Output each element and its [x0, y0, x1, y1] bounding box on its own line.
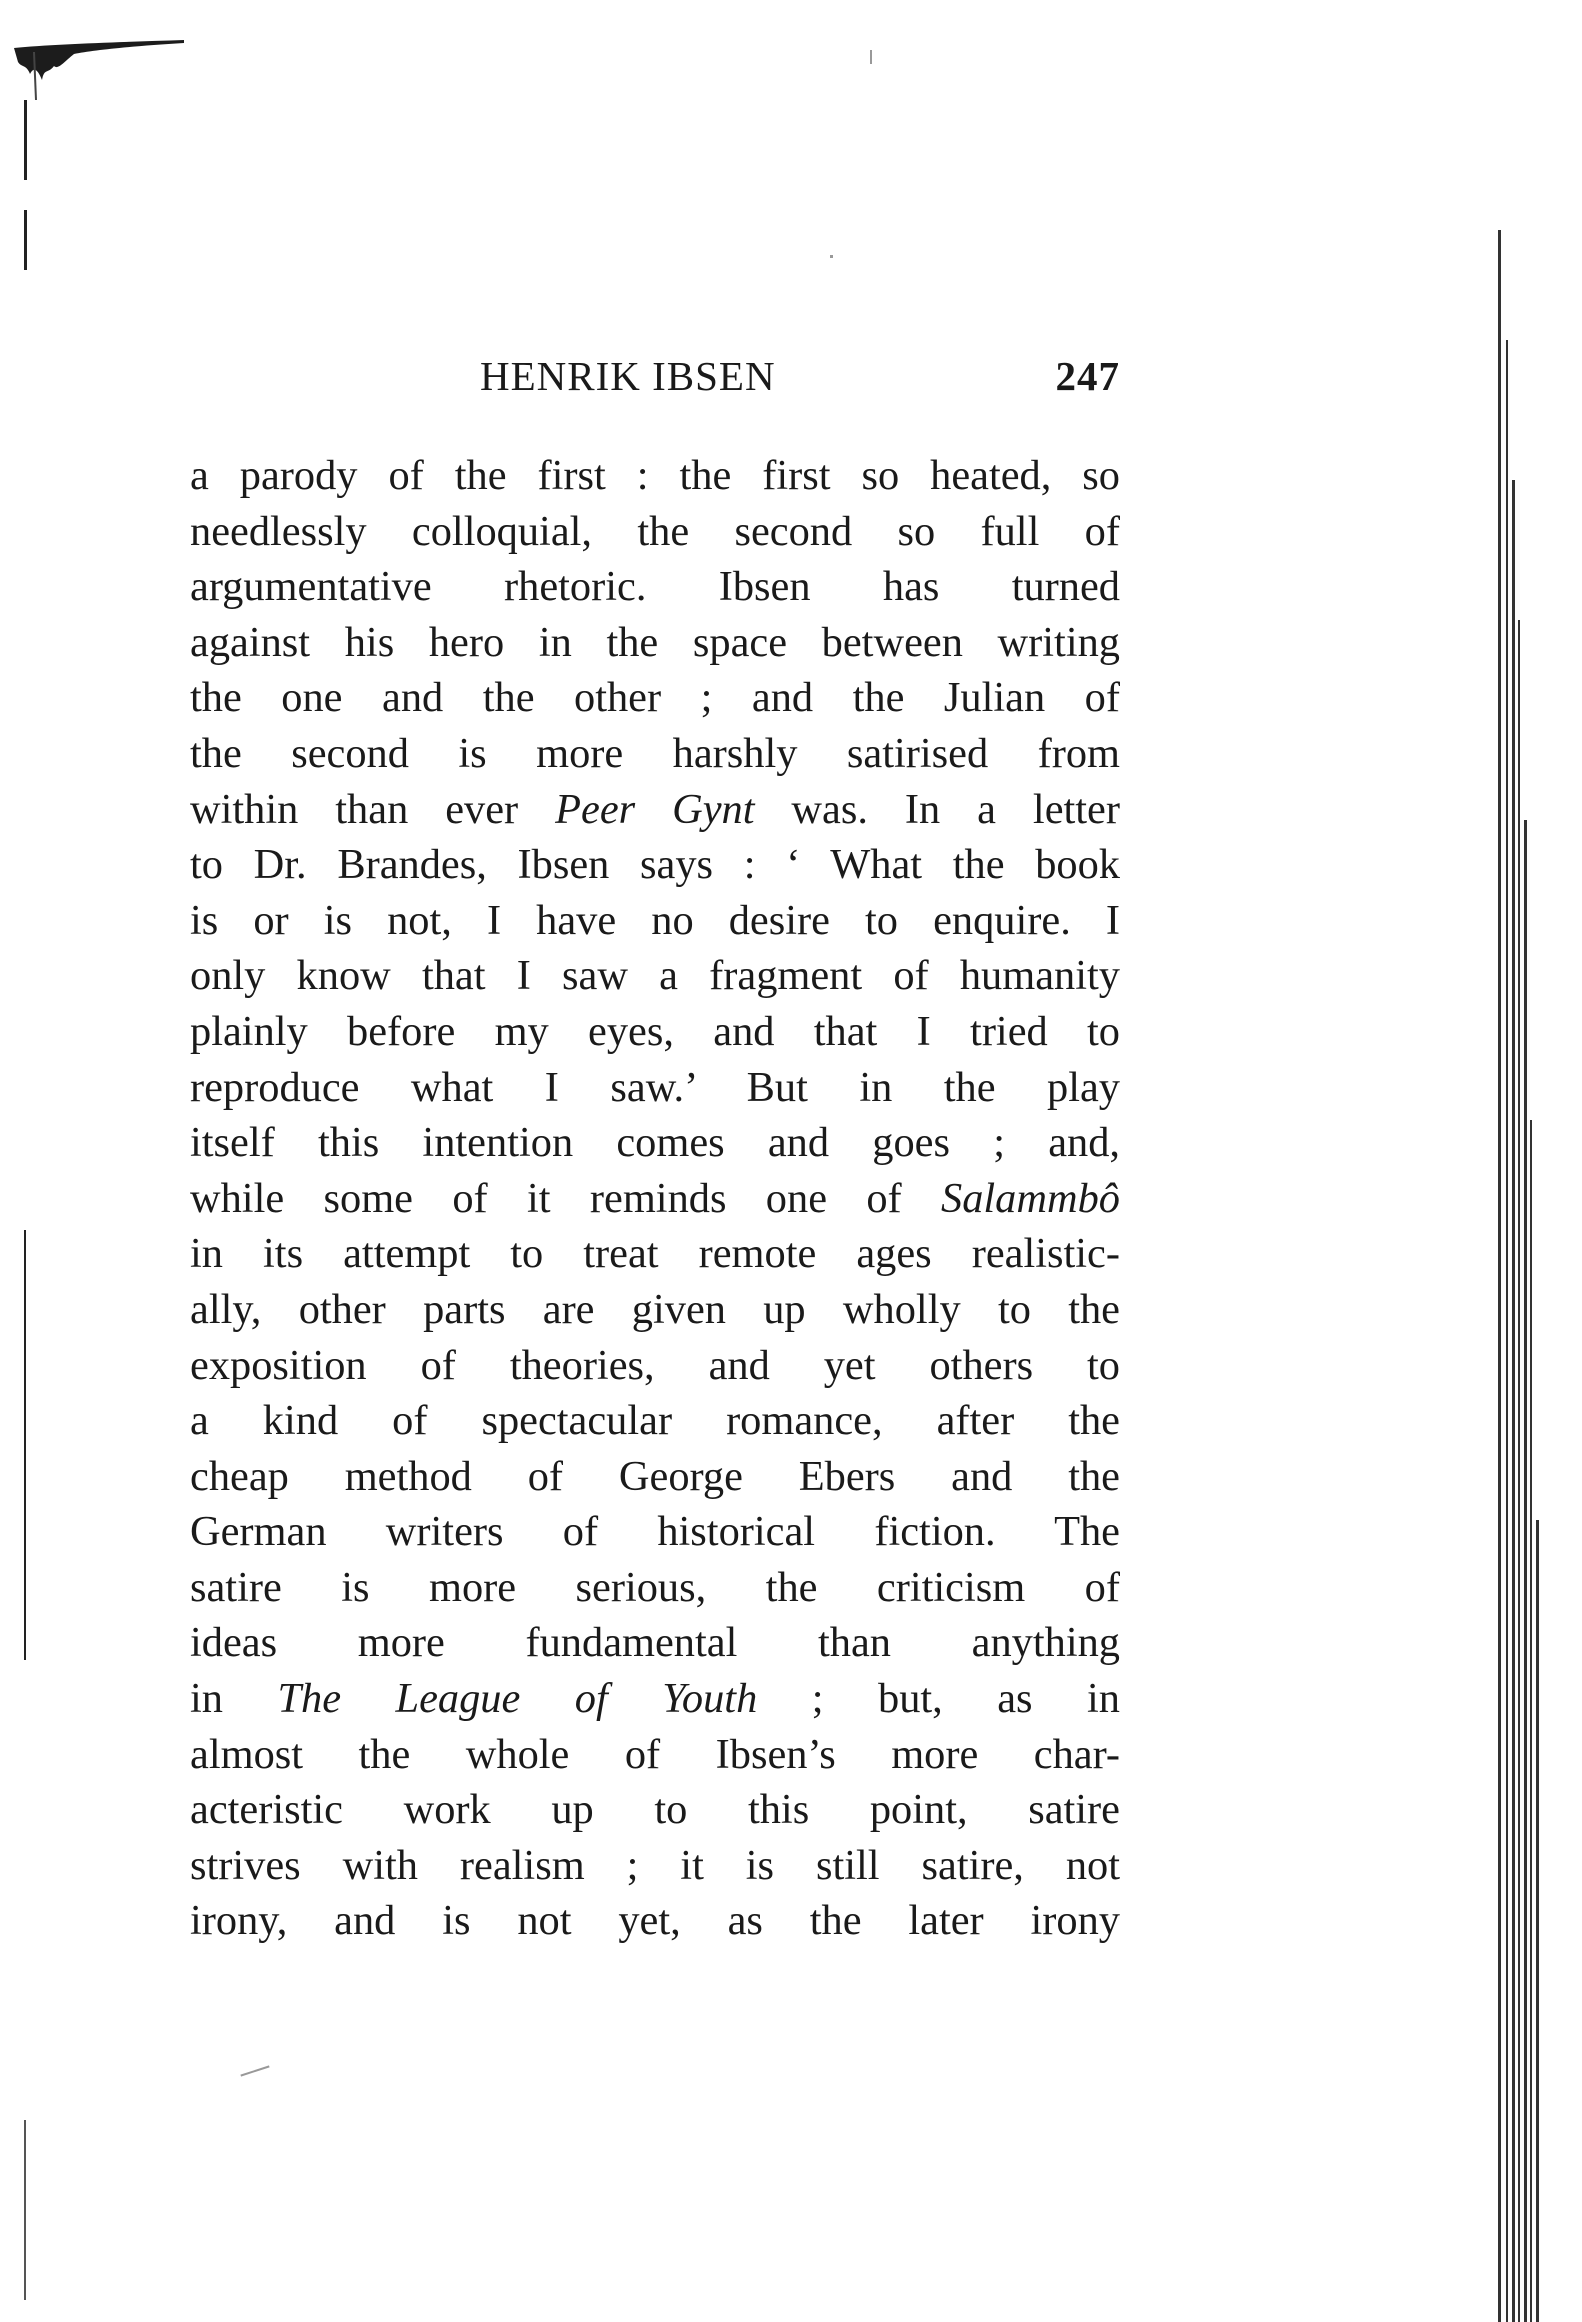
text-line: a kind of spectacular romance, after the: [190, 1397, 1120, 1445]
running-title: HENRIK IBSEN: [480, 353, 776, 399]
text-line: ideas more fundamental than anything: [190, 1619, 1120, 1667]
text-line: against his hero in the space between writing: [190, 618, 1120, 666]
text-line: cheap method of George Ebers and the: [190, 1452, 1120, 1500]
italic-title: The League of Youth: [277, 1675, 758, 1723]
italic-title: Peer Gynt: [555, 785, 755, 833]
body-text: [190, 448, 1120, 1949]
text-line: satire is more serious, the criticism of: [190, 1563, 1120, 1611]
text-line: German writers of historical fiction. The: [190, 1508, 1120, 1556]
text-line: in The League of Youth ; but, as in: [190, 1675, 1120, 1723]
scan-edge-mark: [24, 100, 27, 180]
text-line: itself this intention comes and goes ; and,: [190, 1119, 1120, 1167]
text-line: the second is more harshly satirised from: [190, 729, 1120, 777]
text-line: needlessly colloquial, the second so full of: [190, 507, 1120, 555]
stray-mark: [830, 255, 833, 258]
text-line: within than ever Peer Gynt was. In a letter: [190, 785, 1120, 833]
text-line: reproduce what I saw.’ But in the play: [190, 1063, 1120, 1111]
corner-smudge-decoration: [14, 40, 184, 100]
text-line: a parody of the first : the first so heated, so: [190, 452, 1120, 499]
running-header: [190, 352, 1120, 412]
scan-edge-mark: [24, 1230, 26, 1660]
text-line: in its attempt to treat remote ages realistic-: [190, 1230, 1120, 1278]
text-line: strives with realism ; it is still satire, not: [190, 1841, 1120, 1889]
text-line: the one and the other ; and the Julian of: [190, 674, 1120, 722]
stray-mark: [240, 2065, 269, 2076]
text-line: irony, and is not yet, as the later irony: [190, 1897, 1120, 1945]
text-line: plainly before my eyes, and that I tried to: [190, 1007, 1120, 1055]
text-line: argumentative rhetoric. Ibsen has turned: [190, 563, 1120, 611]
page-number: 247: [1055, 353, 1120, 399]
text-line: only know that I saw a fragment of humanity: [190, 952, 1120, 1000]
text-line: acteristic work up to this point, satire: [190, 1786, 1120, 1834]
text-line: while some of it reminds one of Salammbô: [190, 1174, 1120, 1222]
text-line: almost the whole of Ibsen’s more char-: [190, 1730, 1120, 1778]
text-line: ally, other parts are given up wholly to the: [190, 1285, 1120, 1333]
text-line: to Dr. Brandes, Ibsen says : ‘ What the book: [190, 841, 1120, 889]
text-line: exposition of theories, and yet others to: [190, 1341, 1120, 1389]
scan-edge-mark: [24, 2120, 26, 2300]
page-stack-edge-decoration: [1498, 220, 1542, 2322]
text-line: is or is not, I have no desire to enquire. I: [190, 896, 1120, 944]
stray-mark: [870, 50, 872, 64]
italic-title: Salammbô: [941, 1174, 1120, 1222]
scan-edge-mark: [24, 210, 27, 270]
